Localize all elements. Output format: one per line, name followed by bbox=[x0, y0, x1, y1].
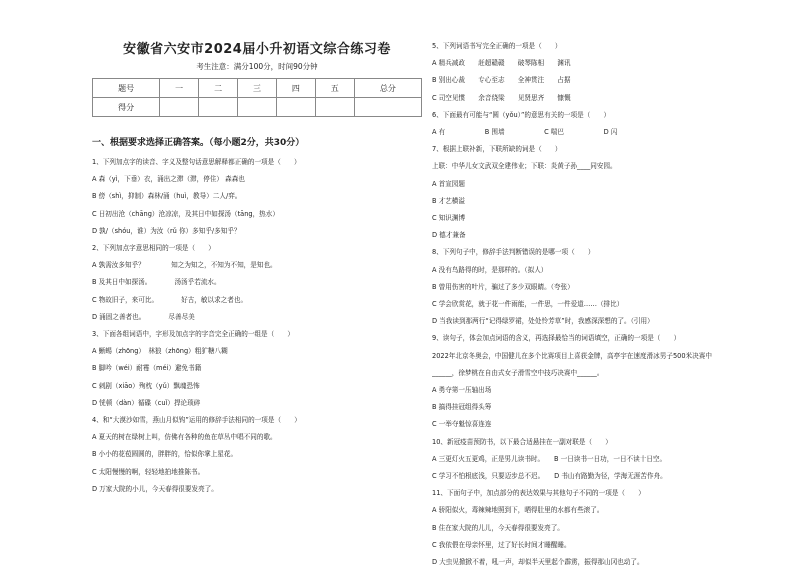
score-header-cell: 五 bbox=[315, 79, 354, 98]
question-line: D 万家大院的小儿，今天春得很要发亮了。 bbox=[92, 484, 218, 493]
question-line: D 恍顿（dàn）循碟（cuǐ）捍论琐碎 bbox=[92, 398, 201, 407]
score-cell[interactable] bbox=[315, 98, 354, 117]
question-line: B 曾用伤害的叶片，骗过了多少双眼睛。（夸张） bbox=[432, 282, 574, 291]
page-title: 安徽省六安市2024届小升初语文综合练习卷 bbox=[123, 42, 391, 57]
question-line: 6、下面最有可能与“圆（yǒu）”的意思有关的一项是（ ） bbox=[432, 110, 611, 119]
question-line: 10、新冠疫苗预防书，以下最合适悬挂在一副对联是（ ） bbox=[432, 437, 612, 446]
question-line: C 司空见惯 余音绕梁 见贤思齐 慷慨 bbox=[432, 93, 571, 102]
score-table bbox=[92, 78, 422, 117]
question-line: 11、下面句子中，加点部分的表达效果与其他句子不同的一项是（ ） bbox=[432, 489, 645, 498]
question-line: 9、读句子，体会加点词语的含义，再选择最恰当的词语填空，正确的一项是（ ） bbox=[432, 334, 681, 343]
question-line: B 别出心裁 专心至志 全神贯注 占据 bbox=[432, 76, 571, 85]
question-line: C 知识渊博 bbox=[432, 214, 466, 223]
question-line: D 德才兼备 bbox=[432, 231, 466, 240]
section-heading: 一、根据要求选择正确答案。（每小题2分，共30分） bbox=[92, 138, 305, 148]
question-line: D 大虫见掀掀不着，吼一声，却似半天里起个霹雳，振得那山冈也动了。 bbox=[432, 558, 644, 567]
question-line: B 脚吟（wéi）耐霉（méi）避免书籍 bbox=[92, 364, 202, 373]
question-line: B 及其日中如探汤。 汤汤乎若流水。 bbox=[92, 278, 221, 287]
question-line: A 骄阳似火，毒辣辣地照到下，晒得肚里的水都有些滚了。 bbox=[432, 506, 604, 515]
question-line: A 没有鸟路得的时，是那样的。（拟人） bbox=[432, 265, 548, 274]
question-line: B 搞得挂冠组得头筹 bbox=[432, 403, 492, 412]
score-cell[interactable] bbox=[354, 98, 421, 117]
score-cell[interactable] bbox=[160, 98, 199, 117]
question-line: A 夏天的树在绿树上叫，仿佛有各种的鱼在草丛中唱不同的歌。 bbox=[92, 433, 277, 442]
score-cell[interactable] bbox=[199, 98, 238, 117]
left-question-list bbox=[92, 154, 422, 498]
question-line: 2022年北京冬奥会，中国健儿在多个比赛项目上喜获金牌，高亭宇在速度滑冰男子500米决赛中 bbox=[432, 351, 712, 360]
question-line: B 才艺横溢 bbox=[432, 196, 465, 205]
question-line: B 住在家大院的儿儿，今天春得很要发亮了。 bbox=[432, 523, 564, 532]
question-line: A 三更灯火五更鸡，正是男儿读书时。 B 一日读书一日功，一日不读十日空。 bbox=[432, 454, 667, 463]
question-line: A 有 B 围墙 C 喘巴 D 闪 bbox=[432, 128, 618, 137]
question-line: 8、下列句子中，修辞手法判断错误的是哪一项（ ） bbox=[432, 248, 595, 257]
exam-note: 考生注意：满分100分，时间90分钟 bbox=[196, 62, 318, 71]
question-line: 4、和“大漠沙如雪，燕山月似钩”运用的修辞手法相同的一项是（ ） bbox=[92, 416, 301, 425]
question-line: C 我依偎在母亲怀里，过了好长时间才睡醒睡。 bbox=[432, 540, 571, 549]
question-line: A 森（yì，下垂）衣，涌出之滞（滞，停住） 森森也 bbox=[92, 175, 245, 184]
question-line: 7、根据上联补新，下联所缺的词是（ ） bbox=[432, 145, 562, 154]
question-line: D 孰/（shóu，谁）为汝（rǔ 你）多知乎/多知乎？ bbox=[92, 226, 241, 235]
question-line: A 精兵减政 赶超赣赣 破琴陈相 渊讯 bbox=[432, 59, 571, 68]
question-line: 1、下列加点字的读音、字义及整句话意思解释都正确的一项是（ ） bbox=[92, 158, 301, 166]
question-line: 上联：中华儿女文武双全建伟业；下联：炎黄子孙____同安园。 bbox=[432, 162, 617, 171]
question-line: C 一举夺魁惊喜连连 bbox=[432, 420, 492, 429]
left-column bbox=[92, 38, 422, 498]
score-cell[interactable] bbox=[238, 98, 277, 117]
score-table-header-row bbox=[93, 79, 422, 98]
score-header-cell: 一 bbox=[160, 79, 199, 98]
question-line: A 孰需汝多知乎？ 知之为知之，不知为不知，是知也。 bbox=[92, 261, 277, 270]
score-row-label: 得分 bbox=[93, 98, 160, 117]
score-header-cell: 四 bbox=[276, 79, 315, 98]
question-line: A 首宣园题 bbox=[432, 179, 465, 188]
score-table-score-row bbox=[93, 98, 422, 117]
question-line: C 太阳慢慢的啊，轻轻地拍地推陈书。 bbox=[92, 467, 205, 476]
question-line: C 刺剧（xiāo）殉枕（yǔ）飘魂恐怖 bbox=[92, 381, 200, 390]
question-line: D 当我读到那两行“记得绿罗裙，处处怜芳草”时，我感深深想的了。（引用） bbox=[432, 317, 654, 326]
question-line: 3、下面各组词语中，字形及加点字的字音完全正确的一组是（ ） bbox=[92, 330, 295, 339]
question-line: C 日初出沧（chāng）沧凉凉，及其日中如探汤（tāng，热水） bbox=[92, 209, 279, 218]
right-question-list bbox=[432, 38, 772, 571]
question-line: D 涌固之善者也。 尽善尽美 bbox=[92, 312, 195, 321]
score-header-cell: 题号 bbox=[93, 79, 160, 98]
question-line: C 学会欣赏花，就于花一件雨能，一件思，一件爱道……（排比） bbox=[432, 300, 624, 309]
question-line: B 傍（shì，抑制）森林/涌（huì，教导）二人/弈。 bbox=[92, 192, 242, 201]
question-line: A 蜥蜴（zhōng） 林狼（zhōng）粗犷糖八糊 bbox=[92, 347, 228, 356]
question-line: 2、下列加点字意思相同的一项是（ ） bbox=[92, 244, 215, 253]
question-line: B 小小的花苞圆圆的，胖胖的，恰似你掌上星花。 bbox=[92, 450, 238, 459]
question-line: A 勇夺第一压轴出场 bbox=[432, 386, 492, 395]
score-header-cell: 三 bbox=[238, 79, 277, 98]
question-line: ______，徐梦桃在自由式女子滑雪空中技巧决赛中______。 bbox=[432, 368, 604, 377]
score-cell[interactable] bbox=[276, 98, 315, 117]
question-line: C 物故旧子，来可比。 好古，敏以求之者也。 bbox=[92, 295, 248, 304]
score-header-cell: 二 bbox=[199, 79, 238, 98]
question-line: 5、下列词语书写完全正确的一项是（ ） bbox=[432, 42, 562, 50]
score-header-cell: 总分 bbox=[354, 79, 421, 98]
question-line: C 学习不怕根底浅，只要迈步总不迟。 D 书山有路勤为径，学海无涯苦作舟。 bbox=[432, 472, 667, 481]
right-column bbox=[432, 38, 772, 571]
